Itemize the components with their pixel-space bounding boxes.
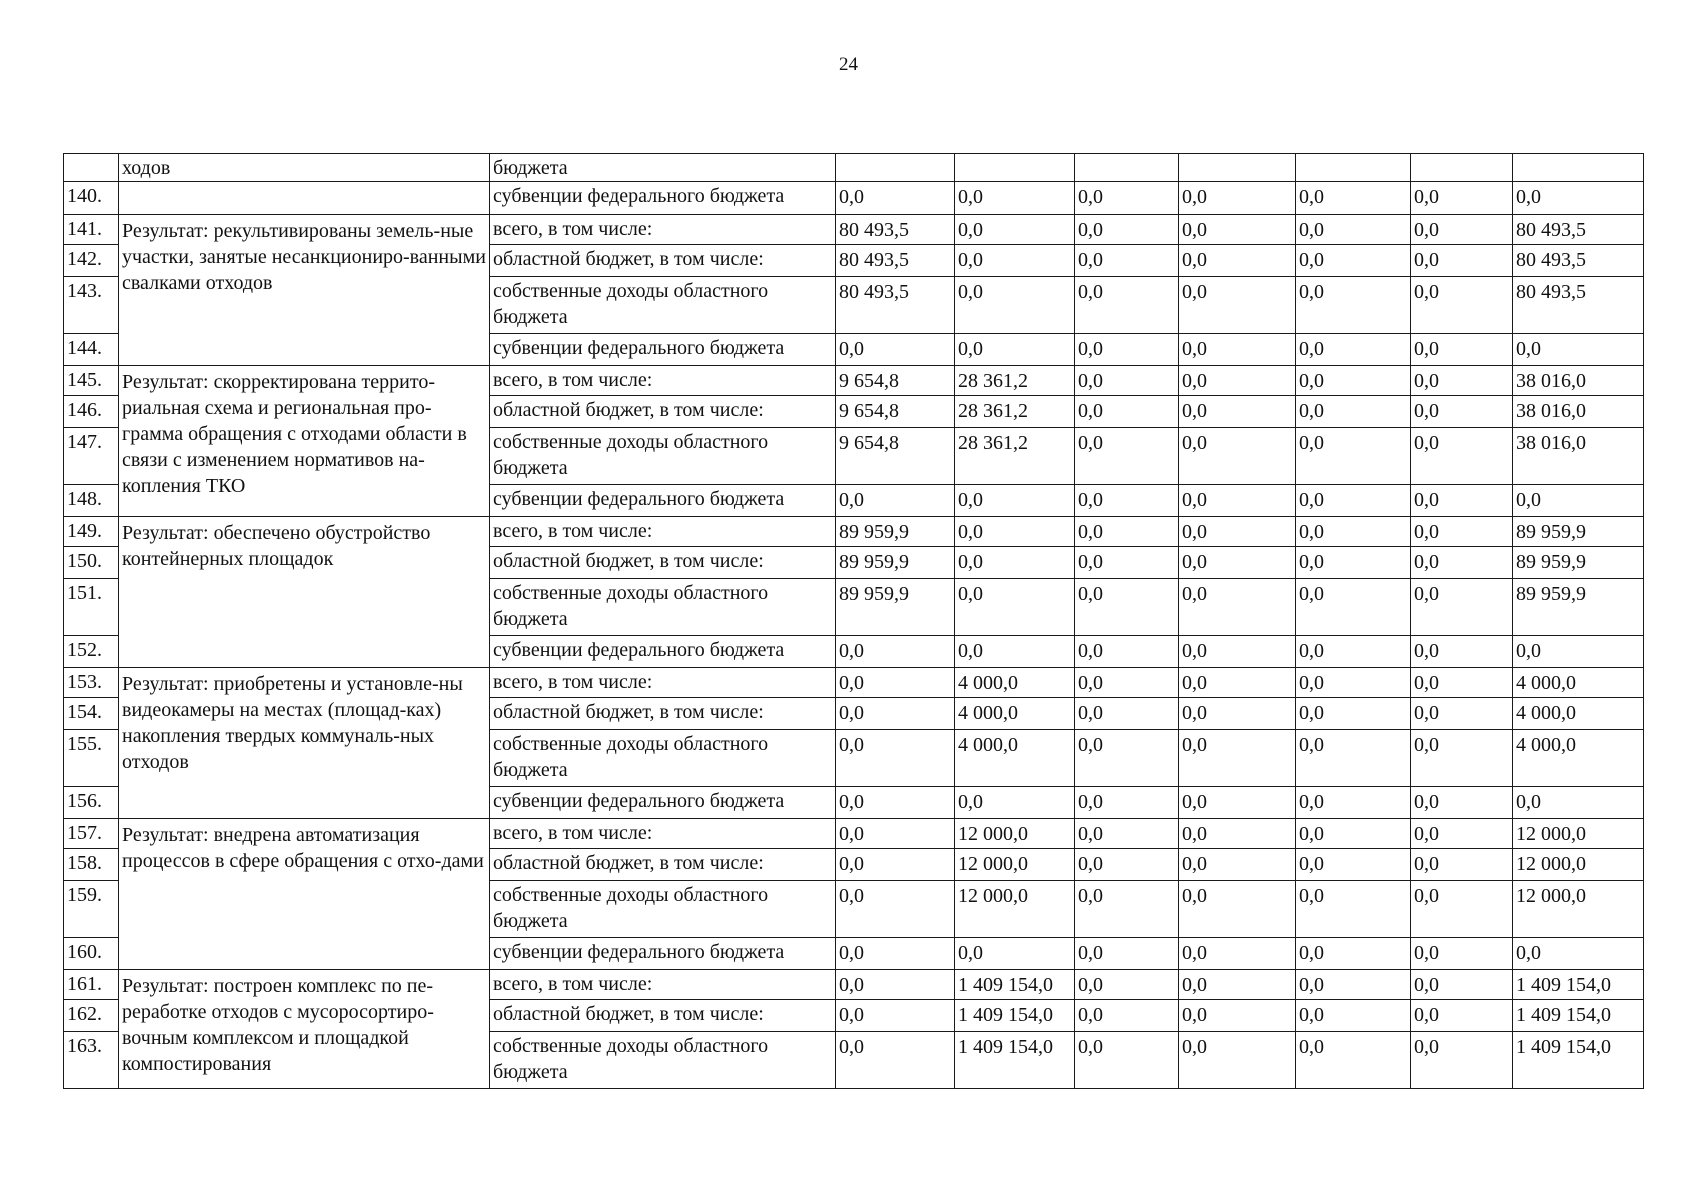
amount-cell: 0,0: [1411, 938, 1513, 970]
amount-cell: 0,0: [1296, 396, 1411, 428]
amount-cell: 0,0: [1075, 517, 1179, 547]
amount-cell: 28 361,2: [955, 366, 1075, 396]
amount-cell: 0,0: [1075, 849, 1179, 881]
amount-cell: 0,0: [1075, 366, 1179, 396]
amount-cell: 1 409 154,0: [955, 970, 1075, 1000]
row-number-cell: 155.: [64, 730, 119, 787]
amount-cell: 0,0: [836, 787, 955, 819]
row-number-cell: 140.: [64, 182, 119, 215]
amount-cell: 80 493,5: [1513, 277, 1644, 334]
amount-cell: 0,0: [1296, 334, 1411, 366]
amount-cell: 0,0: [1296, 970, 1411, 1000]
funding-source-cell: собственные доходы областного бюджета: [490, 1032, 836, 1089]
funding-source-cell: всего, в том числе:: [490, 366, 836, 396]
table-row: [64, 182, 1644, 215]
amount-cell: 0,0: [1296, 787, 1411, 819]
funding-source-cell: всего, в том числе:: [490, 819, 836, 849]
result-description-cell: Результат: обеспечено обустройство контейнерных площадок: [119, 517, 490, 668]
table-row: [64, 970, 1644, 1000]
amount-cell: 0,0: [1179, 698, 1296, 730]
table-row: [64, 668, 1644, 698]
amount-cell: 0,0: [1075, 182, 1179, 215]
amount-cell: 4 000,0: [1513, 668, 1644, 698]
amount-cell: 0,0: [1296, 579, 1411, 636]
result-description-cell: [119, 182, 490, 215]
amount-cell: 0,0: [955, 636, 1075, 668]
amount-cell: 0,0: [955, 579, 1075, 636]
row-number-cell: 156.: [64, 787, 119, 819]
amount-cell: 0,0: [1411, 730, 1513, 787]
row-number-cell: 143.: [64, 277, 119, 334]
table-body: [64, 154, 1644, 1089]
amount-cell: 12 000,0: [955, 819, 1075, 849]
amount-cell: 0,0: [1411, 428, 1513, 485]
amount-cell: 89 959,9: [836, 579, 955, 636]
amount-cell: 89 959,9: [836, 517, 955, 547]
row-number-cell: 145.: [64, 366, 119, 396]
amount-cell: 0,0: [1296, 277, 1411, 334]
amount-cell: 89 959,9: [1513, 579, 1644, 636]
header-empty-cell: [1075, 154, 1179, 182]
funding-source-cell: субвенции федерального бюджета: [490, 485, 836, 517]
header-num-cell: [64, 154, 119, 182]
amount-cell: 0,0: [1296, 547, 1411, 579]
amount-cell: 0,0: [1179, 517, 1296, 547]
amount-cell: 80 493,5: [836, 245, 955, 277]
amount-cell: 4 000,0: [955, 698, 1075, 730]
amount-cell: 0,0: [1179, 182, 1296, 215]
amount-cell: 0,0: [836, 1000, 955, 1032]
amount-cell: 0,0: [1411, 334, 1513, 366]
header-col3-cell: бюджета: [490, 154, 836, 182]
amount-cell: 0,0: [1296, 636, 1411, 668]
amount-cell: 12 000,0: [1513, 881, 1644, 938]
table-row: [64, 366, 1644, 396]
row-number-cell: 142.: [64, 245, 119, 277]
header-col2-cell: ходов: [119, 154, 490, 182]
amount-cell: 38 016,0: [1513, 396, 1644, 428]
amount-cell: 89 959,9: [836, 547, 955, 579]
amount-cell: 4 000,0: [955, 668, 1075, 698]
amount-cell: 0,0: [1411, 245, 1513, 277]
amount-cell: 0,0: [1179, 485, 1296, 517]
amount-cell: 0,0: [1513, 938, 1644, 970]
amount-cell: 80 493,5: [836, 277, 955, 334]
header-empty-cell: [1513, 154, 1644, 182]
result-description-cell: Результат: внедрена автоматизация процессов в сфере обращения с отхо-дами: [119, 819, 490, 970]
amount-cell: 0,0: [1296, 881, 1411, 938]
amount-cell: 0,0: [836, 819, 955, 849]
funding-source-cell: всего, в том числе:: [490, 668, 836, 698]
amount-cell: 0,0: [1411, 579, 1513, 636]
amount-cell: 0,0: [1411, 698, 1513, 730]
amount-cell: 0,0: [1513, 334, 1644, 366]
amount-cell: 0,0: [836, 182, 955, 215]
amount-cell: 38 016,0: [1513, 366, 1644, 396]
row-number-cell: 153.: [64, 668, 119, 698]
amount-cell: 0,0: [1075, 1032, 1179, 1089]
table-row: [64, 819, 1644, 849]
funding-source-cell: собственные доходы областного бюджета: [490, 881, 836, 938]
amount-cell: 4 000,0: [1513, 698, 1644, 730]
amount-cell: 0,0: [1179, 215, 1296, 245]
amount-cell: 0,0: [1075, 730, 1179, 787]
amount-cell: 0,0: [1179, 970, 1296, 1000]
amount-cell: 0,0: [1411, 819, 1513, 849]
amount-cell: 0,0: [1179, 366, 1296, 396]
amount-cell: 0,0: [1075, 938, 1179, 970]
funding-source-cell: субвенции федерального бюджета: [490, 182, 836, 215]
amount-cell: 0,0: [836, 881, 955, 938]
amount-cell: 12 000,0: [1513, 849, 1644, 881]
amount-cell: 0,0: [1411, 1032, 1513, 1089]
amount-cell: 0,0: [1179, 938, 1296, 970]
row-number-cell: 163.: [64, 1032, 119, 1089]
amount-cell: 1 409 154,0: [955, 1000, 1075, 1032]
amount-cell: 0,0: [1513, 787, 1644, 819]
row-number-cell: 154.: [64, 698, 119, 730]
amount-cell: 4 000,0: [1513, 730, 1644, 787]
amount-cell: 0,0: [1179, 428, 1296, 485]
amount-cell: 0,0: [1179, 396, 1296, 428]
funding-source-cell: областной бюджет, в том числе:: [490, 698, 836, 730]
amount-cell: 0,0: [1179, 787, 1296, 819]
amount-cell: 0,0: [1296, 517, 1411, 547]
row-number-cell: 157.: [64, 819, 119, 849]
amount-cell: 0,0: [1075, 245, 1179, 277]
table-row: [64, 215, 1644, 245]
amount-cell: 0,0: [1179, 1032, 1296, 1089]
amount-cell: 0,0: [1411, 485, 1513, 517]
funding-source-cell: собственные доходы областного бюджета: [490, 730, 836, 787]
amount-cell: 1 409 154,0: [1513, 970, 1644, 1000]
amount-cell: 0,0: [1075, 428, 1179, 485]
amount-cell: 0,0: [1411, 215, 1513, 245]
funding-source-cell: субвенции федерального бюджета: [490, 938, 836, 970]
amount-cell: 0,0: [1075, 579, 1179, 636]
amount-cell: 12 000,0: [955, 849, 1075, 881]
table-row: [64, 517, 1644, 547]
row-number-cell: 146.: [64, 396, 119, 428]
amount-cell: 0,0: [1075, 698, 1179, 730]
amount-cell: 0,0: [1296, 215, 1411, 245]
amount-cell: 89 959,9: [1513, 547, 1644, 579]
amount-cell: 12 000,0: [1513, 819, 1644, 849]
row-number-cell: 152.: [64, 636, 119, 668]
amount-cell: 0,0: [1179, 579, 1296, 636]
amount-cell: 0,0: [1075, 787, 1179, 819]
budget-table: [63, 153, 1644, 1089]
amount-cell: 0,0: [955, 787, 1075, 819]
amount-cell: 0,0: [1411, 636, 1513, 668]
row-number-cell: 161.: [64, 970, 119, 1000]
amount-cell: 0,0: [1075, 881, 1179, 938]
amount-cell: 0,0: [1179, 636, 1296, 668]
amount-cell: 0,0: [1296, 819, 1411, 849]
amount-cell: 0,0: [1179, 730, 1296, 787]
row-number-cell: 159.: [64, 881, 119, 938]
amount-cell: 0,0: [1075, 547, 1179, 579]
amount-cell: 0,0: [1179, 547, 1296, 579]
amount-cell: 0,0: [955, 485, 1075, 517]
amount-cell: 0,0: [836, 1032, 955, 1089]
funding-source-cell: областной бюджет, в том числе:: [490, 245, 836, 277]
amount-cell: 0,0: [1179, 819, 1296, 849]
amount-cell: 28 361,2: [955, 396, 1075, 428]
amount-cell: 0,0: [1296, 366, 1411, 396]
funding-source-cell: областной бюджет, в том числе:: [490, 396, 836, 428]
amount-cell: 0,0: [1513, 636, 1644, 668]
funding-source-cell: субвенции федерального бюджета: [490, 636, 836, 668]
result-description-cell: Результат: приобретены и установле-ны видеокамеры на местах (площад-ках) накопления твердых коммуналь-ных отходов: [119, 668, 490, 819]
row-number-cell: 141.: [64, 215, 119, 245]
amount-cell: 0,0: [1513, 182, 1644, 215]
funding-source-cell: собственные доходы областного бюджета: [490, 428, 836, 485]
amount-cell: 0,0: [1411, 787, 1513, 819]
amount-cell: 0,0: [1075, 334, 1179, 366]
amount-cell: 0,0: [1411, 182, 1513, 215]
amount-cell: 0,0: [955, 182, 1075, 215]
header-empty-cell: [836, 154, 955, 182]
amount-cell: 0,0: [1179, 1000, 1296, 1032]
amount-cell: 0,0: [1296, 485, 1411, 517]
amount-cell: 0,0: [955, 547, 1075, 579]
amount-cell: 0,0: [1296, 245, 1411, 277]
amount-cell: 80 493,5: [1513, 215, 1644, 245]
row-number-cell: 148.: [64, 485, 119, 517]
amount-cell: 0,0: [1179, 334, 1296, 366]
page-number: 24: [839, 54, 858, 75]
amount-cell: 0,0: [1179, 881, 1296, 938]
funding-source-cell: собственные доходы областного бюджета: [490, 579, 836, 636]
amount-cell: 0,0: [836, 485, 955, 517]
amount-cell: 0,0: [1179, 277, 1296, 334]
amount-cell: 1 409 154,0: [1513, 1032, 1644, 1089]
result-description-cell: Результат: скорректирована террито-риальная схема и региональная про-грамма обращения с отходами области в связи с изменением нормативов на-копления ТКО: [119, 366, 490, 517]
amount-cell: 0,0: [955, 277, 1075, 334]
amount-cell: 0,0: [1411, 970, 1513, 1000]
amount-cell: 0,0: [836, 668, 955, 698]
amount-cell: 0,0: [1179, 668, 1296, 698]
funding-source-cell: областной бюджет, в том числе:: [490, 1000, 836, 1032]
amount-cell: 0,0: [1179, 245, 1296, 277]
amount-cell: 38 016,0: [1513, 428, 1644, 485]
amount-cell: 0,0: [1411, 1000, 1513, 1032]
amount-cell: 0,0: [1411, 547, 1513, 579]
table-header-row: [64, 154, 1644, 182]
amount-cell: 0,0: [1296, 849, 1411, 881]
amount-cell: 0,0: [1075, 636, 1179, 668]
amount-cell: 0,0: [1075, 485, 1179, 517]
amount-cell: 0,0: [955, 334, 1075, 366]
row-number-cell: 160.: [64, 938, 119, 970]
amount-cell: 0,0: [836, 698, 955, 730]
amount-cell: 0,0: [1411, 396, 1513, 428]
amount-cell: 0,0: [1296, 182, 1411, 215]
row-number-cell: 149.: [64, 517, 119, 547]
amount-cell: 0,0: [1075, 396, 1179, 428]
amount-cell: 0,0: [955, 245, 1075, 277]
result-description-cell: Результат: построен комплекс по пе-реработке отходов с мусоросортиро-вочным комплексом и площадкой компостирования: [119, 970, 490, 1089]
amount-cell: 0,0: [1075, 277, 1179, 334]
funding-source-cell: областной бюджет, в том числе:: [490, 849, 836, 881]
amount-cell: 1 409 154,0: [955, 1032, 1075, 1089]
result-description-cell: Результат: рекультивированы земель-ные участки, занятые несанкциониро-ванными свалками отходов: [119, 215, 490, 366]
row-number-cell: 150.: [64, 547, 119, 579]
amount-cell: 0,0: [1075, 1000, 1179, 1032]
amount-cell: 0,0: [955, 215, 1075, 245]
amount-cell: 4 000,0: [955, 730, 1075, 787]
header-empty-cell: [1296, 154, 1411, 182]
amount-cell: 0,0: [836, 730, 955, 787]
row-number-cell: 151.: [64, 579, 119, 636]
funding-source-cell: всего, в том числе:: [490, 970, 836, 1000]
header-empty-cell: [1411, 154, 1513, 182]
amount-cell: 0,0: [1296, 1000, 1411, 1032]
amount-cell: 0,0: [955, 517, 1075, 547]
amount-cell: 0,0: [1075, 215, 1179, 245]
header-empty-cell: [955, 154, 1075, 182]
amount-cell: 0,0: [836, 636, 955, 668]
row-number-cell: 144.: [64, 334, 119, 366]
amount-cell: 0,0: [1513, 485, 1644, 517]
amount-cell: 0,0: [1296, 1032, 1411, 1089]
amount-cell: 0,0: [1075, 970, 1179, 1000]
amount-cell: 0,0: [1075, 668, 1179, 698]
amount-cell: 0,0: [1411, 881, 1513, 938]
funding-source-cell: субвенции федерального бюджета: [490, 787, 836, 819]
amount-cell: 0,0: [836, 970, 955, 1000]
amount-cell: 0,0: [1296, 428, 1411, 485]
amount-cell: 28 361,2: [955, 428, 1075, 485]
amount-cell: 89 959,9: [1513, 517, 1644, 547]
amount-cell: 0,0: [1179, 849, 1296, 881]
row-number-cell: 158.: [64, 849, 119, 881]
funding-source-cell: всего, в том числе:: [490, 215, 836, 245]
amount-cell: 0,0: [836, 849, 955, 881]
amount-cell: 0,0: [1411, 668, 1513, 698]
amount-cell: 0,0: [1411, 277, 1513, 334]
funding-source-cell: субвенции федерального бюджета: [490, 334, 836, 366]
amount-cell: 1 409 154,0: [1513, 1000, 1644, 1032]
header-empty-cell: [1179, 154, 1296, 182]
amount-cell: 0,0: [1075, 819, 1179, 849]
amount-cell: 0,0: [1296, 668, 1411, 698]
funding-source-cell: всего, в том числе:: [490, 517, 836, 547]
amount-cell: 80 493,5: [1513, 245, 1644, 277]
funding-source-cell: собственные доходы областного бюджета: [490, 277, 836, 334]
amount-cell: 0,0: [1411, 517, 1513, 547]
row-number-cell: 162.: [64, 1000, 119, 1032]
amount-cell: 0,0: [1296, 938, 1411, 970]
amount-cell: 0,0: [1296, 730, 1411, 787]
amount-cell: 0,0: [1296, 698, 1411, 730]
amount-cell: 9 654,8: [836, 428, 955, 485]
amount-cell: 0,0: [955, 938, 1075, 970]
amount-cell: 9 654,8: [836, 366, 955, 396]
amount-cell: 0,0: [1411, 849, 1513, 881]
amount-cell: 80 493,5: [836, 215, 955, 245]
amount-cell: 9 654,8: [836, 396, 955, 428]
amount-cell: 0,0: [836, 334, 955, 366]
amount-cell: 12 000,0: [955, 881, 1075, 938]
funding-source-cell: областной бюджет, в том числе:: [490, 547, 836, 579]
row-number-cell: 147.: [64, 428, 119, 485]
amount-cell: 0,0: [836, 938, 955, 970]
amount-cell: 0,0: [1411, 366, 1513, 396]
